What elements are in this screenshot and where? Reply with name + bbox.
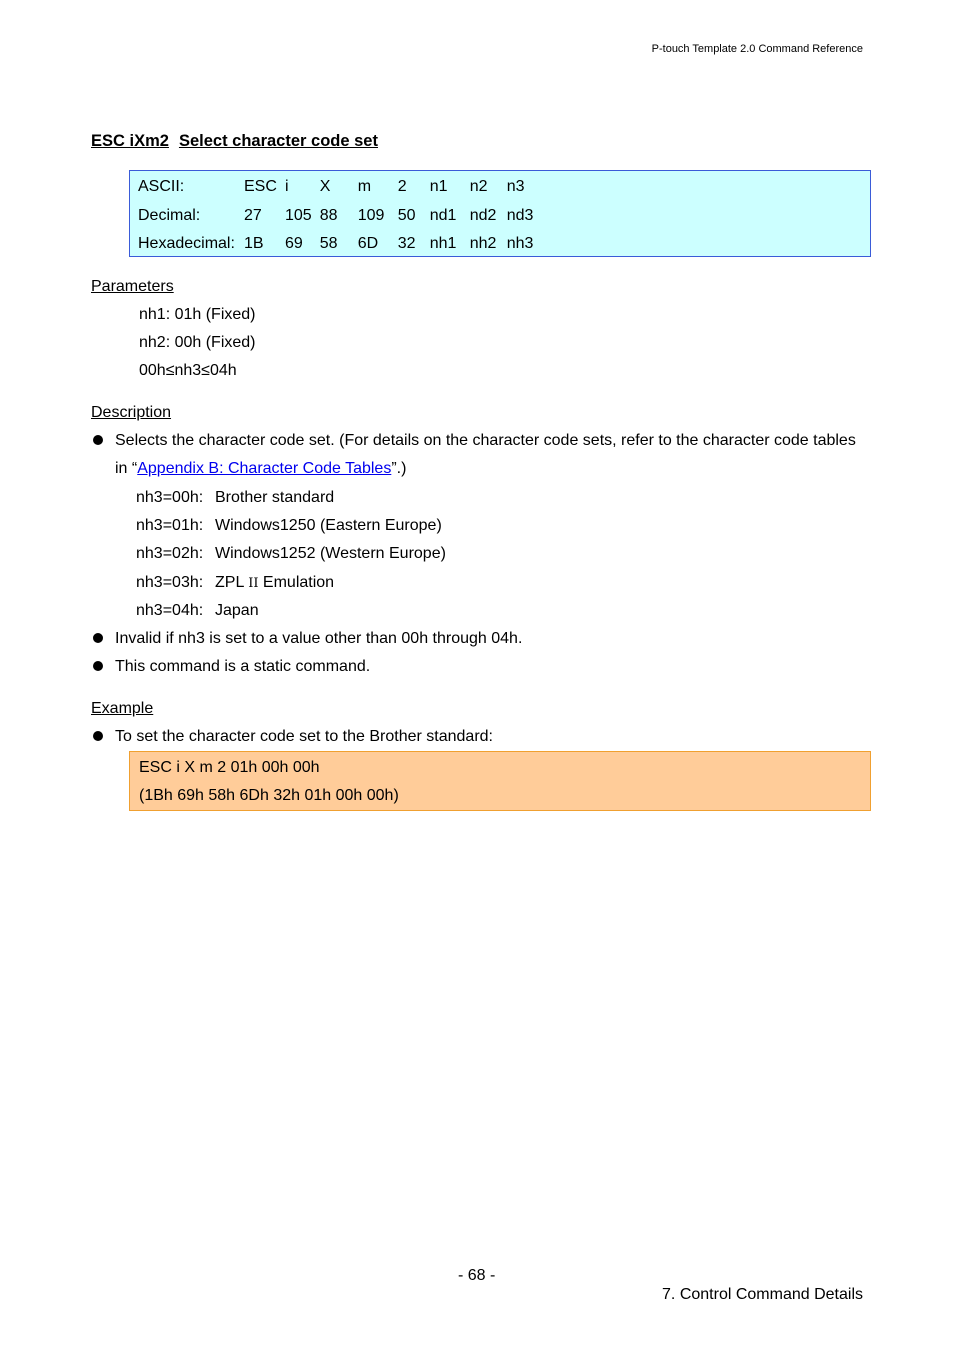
code-set-name: Windows1252 (Western Europe) [215, 545, 446, 562]
table-cell: 69 [285, 235, 303, 252]
example-heading: Example [91, 700, 154, 717]
example-code-line: ESC i X m 2 01h 00h 00h [139, 759, 320, 776]
code-set-name: Brother standard [215, 489, 335, 506]
bullet-icon [93, 731, 103, 741]
code-set-name: Windows1250 (Eastern Europe) [215, 517, 442, 534]
table-cell: n3 [506, 178, 525, 195]
code-set-value: nh3=00h: [136, 489, 204, 506]
table-cell: 27 [244, 206, 262, 224]
code-set-value: nh3=02h: [136, 545, 204, 562]
roman-numeral: II [248, 576, 259, 591]
command-table [134, 173, 541, 259]
table-cell: nh1 [429, 235, 457, 252]
example-code-box [129, 751, 871, 811]
table-cell: 105 [285, 206, 312, 224]
table-cell: nh2 [469, 235, 497, 252]
row-label-decimal: Decimal: [138, 206, 201, 224]
table-cell: 88 [319, 206, 338, 224]
parameter-line: 00h≤nh3≤04h [139, 362, 237, 379]
table-cell: 6D [357, 235, 379, 252]
row-label-hexadecimal: Hexadecimal: [138, 235, 235, 252]
code-set-name: ZPL II Emulation [215, 574, 335, 591]
description-heading: Description [91, 404, 172, 421]
table-cell: 58 [319, 235, 338, 252]
table-cell: X [319, 178, 331, 195]
table-cell: 1B [244, 235, 264, 252]
table-cell: nd1 [429, 206, 457, 224]
parameters-heading: Parameters [91, 278, 174, 295]
table-cell: n2 [469, 178, 488, 195]
code-set-name: Japan [215, 602, 259, 619]
table-cell: m [357, 178, 372, 195]
command-table-box [129, 170, 871, 257]
table-cell: nh3 [506, 235, 534, 252]
table-cell: n1 [429, 178, 448, 195]
command-name: ESC iXm2 [91, 132, 169, 150]
bullet-icon [93, 661, 103, 671]
example-bullet-text: To set the character code set to the Brother standard: [115, 728, 493, 745]
table-cell: i [285, 178, 289, 195]
description-bullet-text: Invalid if nh3 is set to a value other than 00h through 04h. [115, 630, 523, 647]
parameter-line: nh2: 00h (Fixed) [139, 334, 256, 351]
code-set-value: nh3=01h: [136, 517, 204, 534]
table-cell: nd2 [469, 206, 497, 224]
bullet-icon [93, 435, 103, 445]
description-bullet-text: Selects the character code set. (For details on the character code sets, refer to the character code tables [115, 432, 856, 449]
table-cell: 50 [397, 206, 416, 224]
section-title [91, 132, 378, 151]
table-row [134, 173, 541, 202]
link-suffix: ”.) [391, 460, 407, 477]
code-set-value: nh3=04h: [136, 602, 204, 619]
description-bullet-text: This command is a static command. [115, 658, 371, 675]
code-set-value: nh3=03h: [136, 574, 204, 591]
table-cell: 109 [357, 206, 385, 224]
table-cell: 2 [397, 178, 407, 195]
link-prefix: in “ [115, 460, 138, 477]
description-bullet-continuation [115, 459, 406, 479]
footer-section-name: 7. Control Command Details [662, 1286, 863, 1303]
table-cell: nd3 [506, 206, 534, 224]
row-label-ascii: ASCII: [138, 178, 185, 195]
bullet-icon [93, 633, 103, 643]
table-cell: ESC [244, 178, 277, 195]
parameter-line: nh1: 01h (Fixed) [139, 306, 256, 323]
example-code-line: (1Bh 69h 58h 6Dh 32h 01h 00h 00h) [139, 787, 399, 804]
table-cell: 32 [397, 235, 416, 252]
running-header: P-touch Template 2.0 Command Reference [651, 43, 863, 55]
page-number: - 68 - [458, 1267, 496, 1284]
table-row [134, 230, 541, 259]
command-title: Select character code set [178, 132, 378, 150]
appendix-b-link[interactable]: Appendix B: Character Code Tables [137, 460, 392, 477]
table-row [134, 202, 541, 231]
